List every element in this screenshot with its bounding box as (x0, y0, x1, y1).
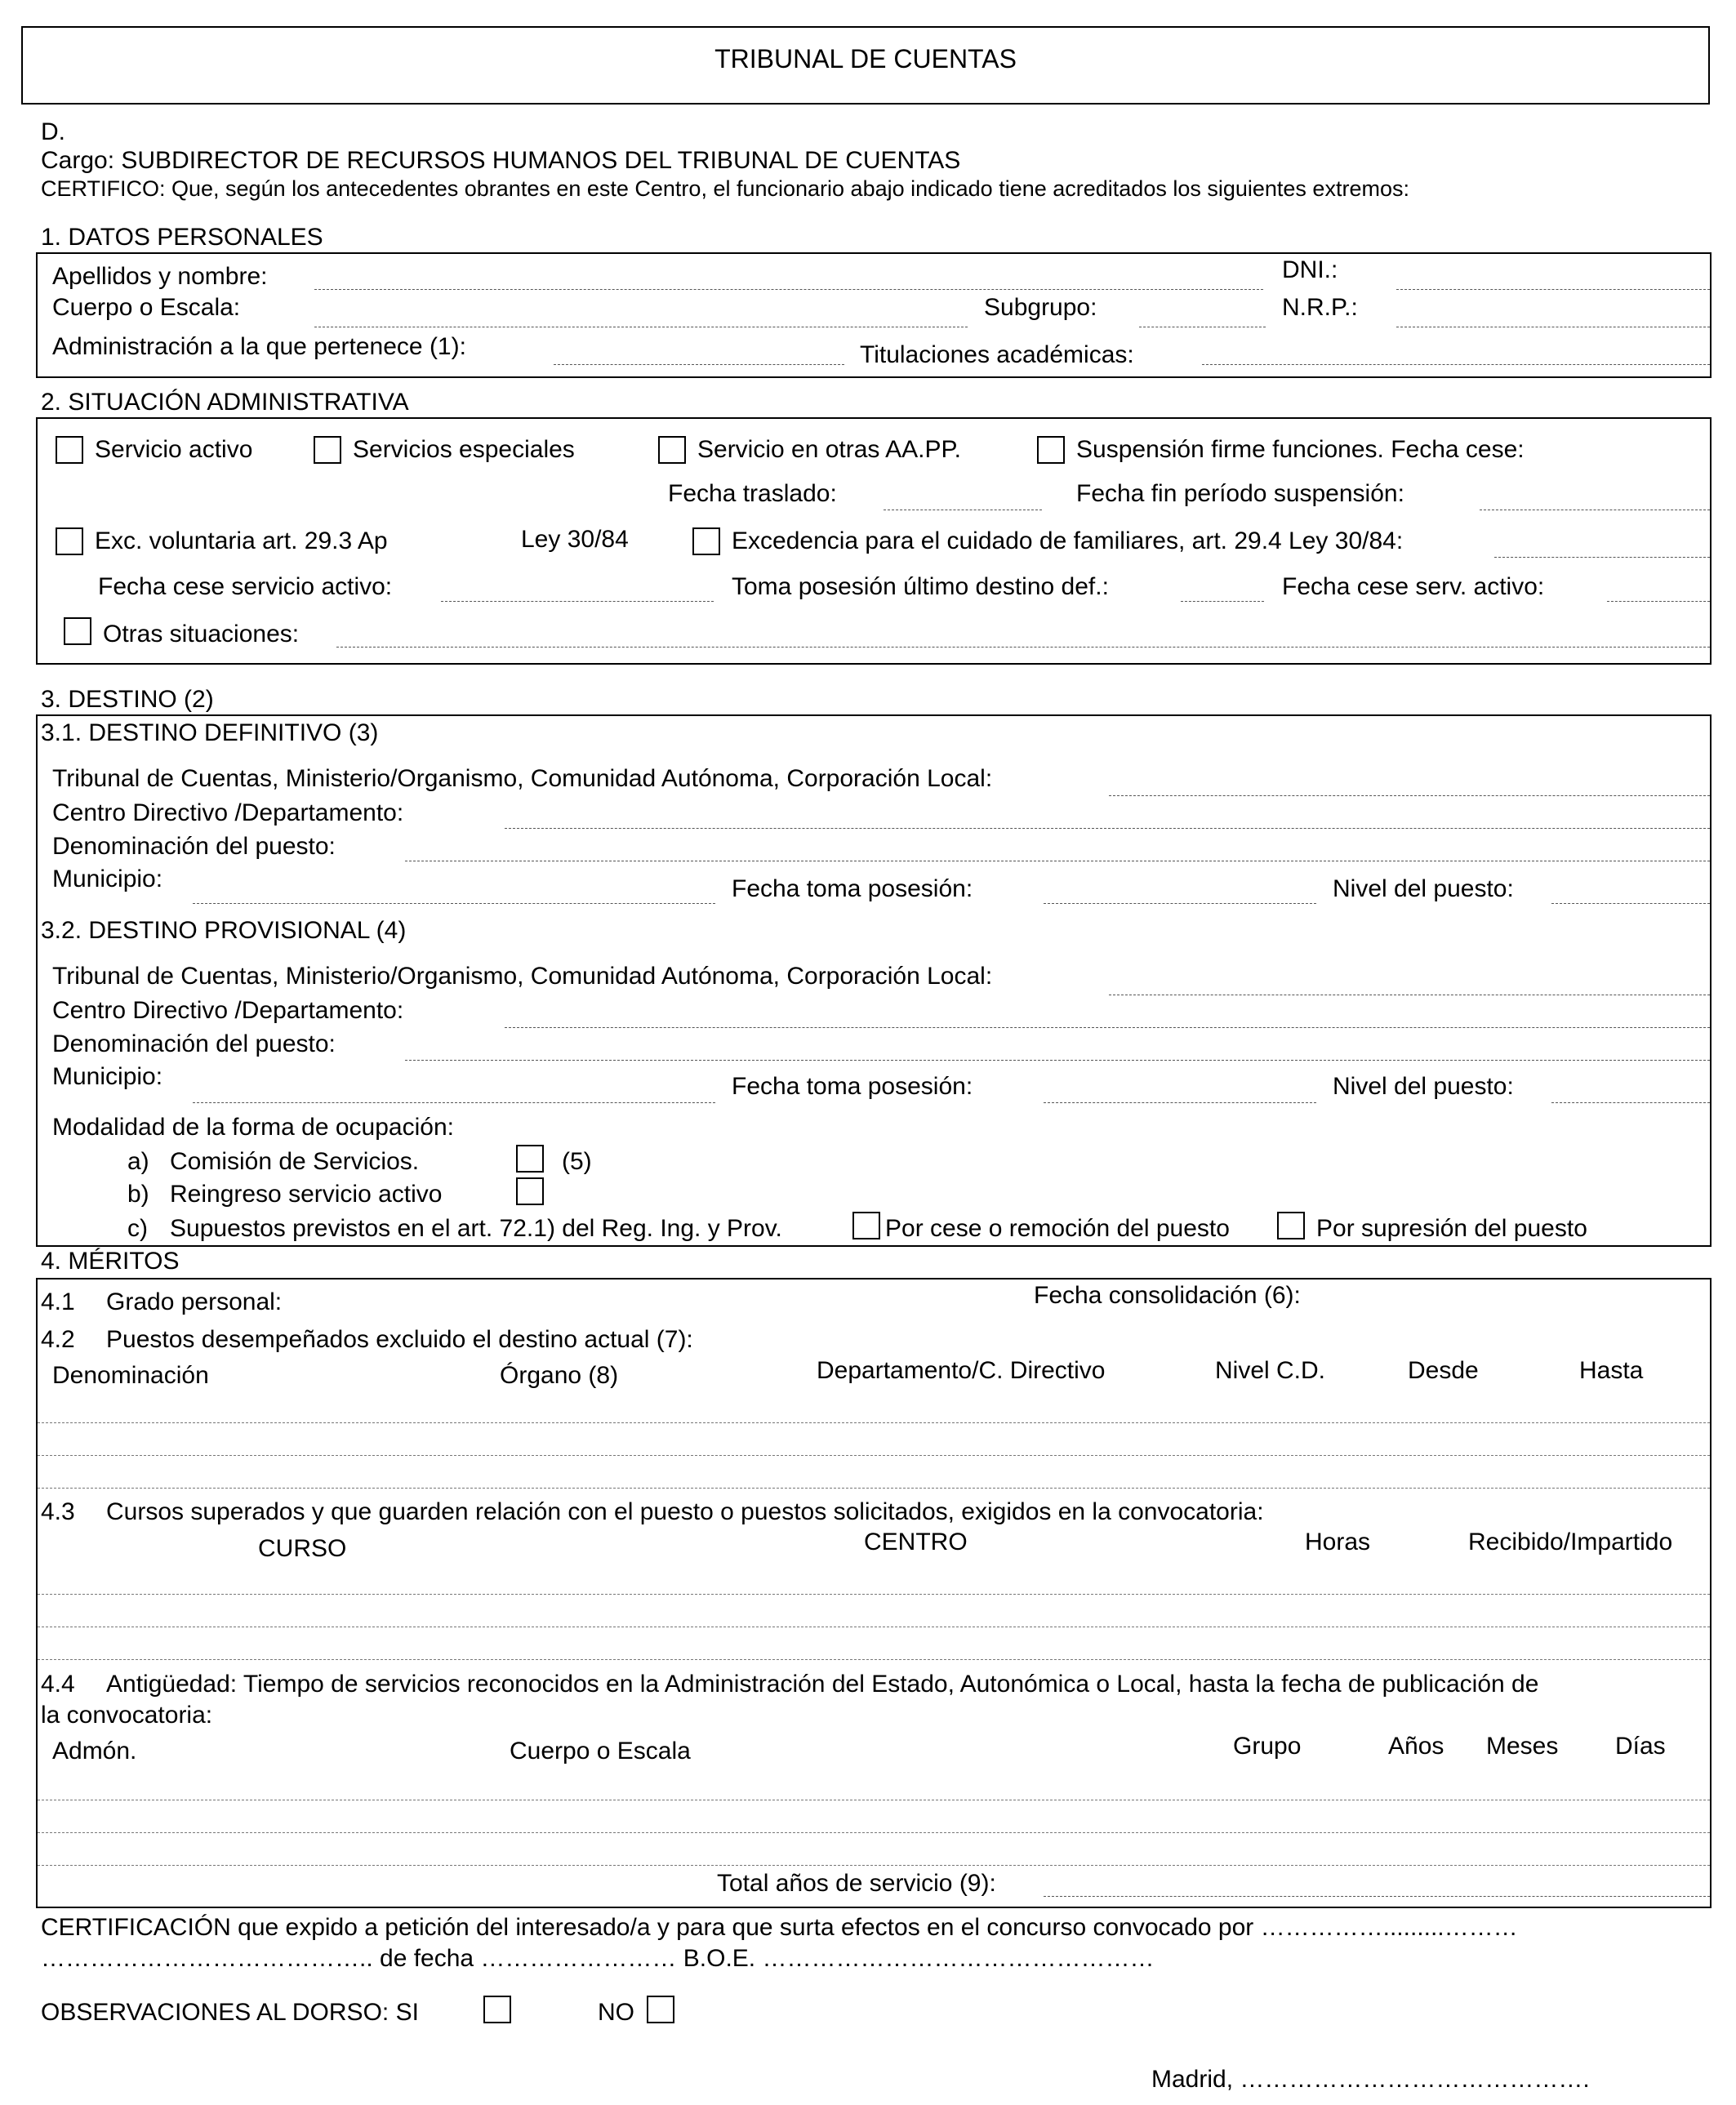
reingreso-checkbox[interactable] (516, 1177, 544, 1205)
prov-municipio-label: Municipio: (52, 1063, 163, 1090)
servicio-activo-checkbox[interactable] (56, 436, 83, 464)
servicio-activo-label: Servicio activo (95, 436, 253, 463)
def-nivel-label: Nivel del puesto: (1333, 875, 1514, 902)
nrp-label: N.R.P.: (1282, 294, 1358, 321)
servicio-otras-checkbox[interactable] (658, 436, 686, 464)
antig-col-dias: Días (1615, 1733, 1666, 1760)
puestos-col-nivel: Nivel C.D. (1215, 1357, 1326, 1384)
section-4-heading: 4. MÉRITOS (41, 1248, 180, 1275)
fecha-cese-activo-field[interactable] (441, 601, 714, 602)
puestos-col-hasta: Hasta (1579, 1357, 1644, 1384)
titulaciones-field[interactable] (1202, 364, 1710, 365)
prov-fecha-toma-label: Fecha toma posesión: (732, 1073, 973, 1100)
excedencia-checkbox[interactable] (692, 527, 720, 555)
def-municipio-field[interactable] (193, 903, 715, 904)
prov-fecha-toma-field[interactable] (1044, 1102, 1316, 1103)
total-anos-field[interactable] (1044, 1896, 1710, 1897)
ley-label: Ley 30/84 (521, 526, 629, 553)
puestos-col-organo: Órgano (8) (500, 1362, 619, 1389)
observaciones-no-checkbox[interactable] (647, 1996, 674, 2023)
cursos-label: Cursos superados y que guarden relación con el puesto o puestos solicitados, exigidos en la convocatoria: (106, 1498, 1264, 1525)
cuerpo-label: Cuerpo o Escala: (52, 294, 241, 321)
antiguedad-line-1: Antigüedad: Tiempo de servicios reconocidos en la Administración del Estado, Autonómica o Local, hasta la fecha de publicación de (106, 1671, 1539, 1698)
grado-number: 4.1 (41, 1288, 75, 1315)
observaciones-label: OBSERVACIONES AL DORSO: SI (41, 1999, 419, 2026)
excedencia-label: Excedencia para el cuidado de familiares, art. 29.4 Ley 30/84: (732, 527, 1404, 554)
madrid-date-line: Madrid, ……………………………………. (1151, 2066, 1590, 2093)
apellidos-field[interactable] (314, 289, 1263, 290)
certificacion-line-1: CERTIFICACIÓN que expido a petición del interesado/a y para que surta efectos en el concurso convocado por …………….........……… (41, 1914, 1518, 1941)
observaciones-si-checkbox[interactable] (483, 1996, 511, 2023)
prov-denominacion-field[interactable] (405, 1060, 1710, 1061)
def-municipio-label: Municipio: (52, 866, 163, 892)
certifico-line: CERTIFICO: Que, según los antecedentes obrantes en este Centro, el funcionario abajo indicado tiene acreditados los siguientes extremos: (41, 176, 1409, 201)
suspension-checkbox[interactable] (1037, 436, 1065, 464)
excedencia-field[interactable] (1494, 557, 1710, 558)
antig-col-admon: Admón. (52, 1738, 137, 1765)
page-title: TRIBUNAL DE CUENTAS (714, 44, 1017, 73)
total-anos-label: Total años de servicio (9): (717, 1870, 996, 1897)
prov-centro-label: Centro Directivo /Departamento: (52, 997, 404, 1024)
def-nivel-field[interactable] (1551, 903, 1710, 904)
cursos-col-curso: CURSO (258, 1535, 347, 1562)
comision-servicios-checkbox[interactable] (516, 1145, 544, 1173)
modalidad-label: Modalidad de la forma de ocupación: (52, 1114, 454, 1141)
servicio-otras-label: Servicio en otras AA.PP. (697, 436, 961, 463)
antig-col-cuerpo: Cuerpo o Escala (510, 1738, 691, 1765)
fecha-fin-label: Fecha fin período suspensión: (1076, 480, 1404, 507)
antig-col-meses: Meses (1486, 1733, 1559, 1760)
cursos-row[interactable] (38, 1659, 1710, 1660)
fecha-cese-serv-field[interactable] (1607, 601, 1710, 602)
fecha-cese-activo-label: Fecha cese servicio activo: (98, 573, 393, 600)
modalidad-a-label: Comisión de Servicios. (170, 1148, 420, 1175)
titulaciones-label: Titulaciones académicas: (860, 341, 1134, 368)
apellidos-label: Apellidos y nombre: (52, 263, 268, 290)
modalidad-c-label: Supuestos previstos en el art. 72.1) del Reg. Ing. y Prov. (170, 1215, 782, 1242)
def-denominacion-label: Denominación del puesto: (52, 833, 336, 860)
cursos-number: 4.3 (41, 1498, 75, 1525)
supresion-label: Por supresión del puesto (1316, 1215, 1587, 1242)
servicios-especiales-label: Servicios especiales (353, 436, 575, 463)
cargo-line: Cargo: SUBDIRECTOR DE RECURSOS HUMANOS DEL TRIBUNAL DE CUENTAS (41, 147, 961, 174)
cese-remocion-checkbox[interactable] (852, 1212, 880, 1239)
section-1-heading: 1. DATOS PERSONALES (41, 224, 323, 251)
prov-nivel-label: Nivel del puesto: (1333, 1073, 1514, 1100)
servicios-especiales-checkbox[interactable] (314, 436, 341, 464)
puestos-col-departamento: Departamento/C. Directivo (817, 1357, 1106, 1384)
antig-col-grupo: Grupo (1233, 1733, 1302, 1760)
prov-tribunal-label: Tribunal de Cuentas, Ministerio/Organismo, Comunidad Autónoma, Corporación Local: (52, 963, 993, 990)
administracion-field[interactable] (554, 364, 844, 365)
supresion-checkbox[interactable] (1277, 1212, 1305, 1239)
d-label: D. (41, 118, 65, 145)
prov-municipio-field[interactable] (193, 1102, 715, 1103)
antiguedad-line-2: la convocatoria: (41, 1702, 213, 1729)
puestos-row[interactable] (38, 1488, 1710, 1489)
section-2-heading: 2. SITUACIÓN ADMINISTRATIVA (41, 389, 409, 416)
cese-remocion-label: Por cese o remoción del puesto (885, 1215, 1230, 1242)
def-fecha-toma-field[interactable] (1044, 903, 1316, 904)
exc-voluntaria-checkbox[interactable] (56, 527, 83, 555)
puestos-col-denominacion: Denominación (52, 1362, 209, 1389)
administracion-label: Administración a la que pertenece (1): (52, 333, 466, 360)
fecha-cese-serv-label: Fecha cese serv. activo: (1282, 573, 1545, 600)
modalidad-a-note: (5) (562, 1148, 592, 1175)
prov-centro-field[interactable] (505, 1027, 1710, 1028)
otras-situaciones-label: Otras situaciones: (103, 621, 300, 648)
cursos-row[interactable] (38, 1594, 1710, 1595)
prov-nivel-field[interactable] (1551, 1102, 1710, 1103)
modalidad-b-label: Reingreso servicio activo (170, 1181, 443, 1208)
cursos-col-horas: Horas (1305, 1529, 1371, 1555)
def-tribunal-label: Tribunal de Cuentas, Ministerio/Organismo, Comunidad Autónoma, Corporación Local: (52, 765, 993, 792)
def-tribunal-field[interactable] (1109, 795, 1710, 796)
grado-label: Grado personal: (106, 1288, 283, 1315)
modalidad-b-letter: b) (127, 1181, 149, 1208)
section-3-heading: 3. DESTINO (2) (41, 686, 214, 713)
cursos-col-recibido: Recibido/Impartido (1468, 1529, 1673, 1555)
modalidad-c-letter: c) (127, 1215, 148, 1242)
antig-col-anos: Años (1388, 1733, 1444, 1760)
puestos-row[interactable] (38, 1455, 1710, 1456)
toma-posesion-field[interactable] (1181, 601, 1264, 602)
toma-posesion-label: Toma posesión último destino def.: (732, 573, 1109, 600)
exc-voluntaria-label: Exc. voluntaria art. 29.3 Ap (95, 527, 388, 554)
suspension-label: Suspensión firme funciones. Fecha cese: (1076, 436, 1525, 463)
cursos-col-centro: CENTRO (864, 1529, 968, 1555)
fecha-traslado-label: Fecha traslado: (668, 480, 837, 507)
otras-situaciones-checkbox[interactable] (64, 617, 91, 645)
antiguedad-row[interactable] (38, 1865, 1710, 1866)
observaciones-no-label: NO (598, 1999, 634, 2026)
dni-label: DNI.: (1282, 256, 1338, 283)
destino-provisional-heading: 3.2. DESTINO PROVISIONAL (4) (41, 917, 407, 944)
puestos-row[interactable] (38, 1422, 1710, 1423)
antiguedad-row[interactable] (38, 1832, 1710, 1833)
fecha-consolidacion-label: Fecha consolidación (6): (1034, 1282, 1301, 1309)
def-centro-field[interactable] (505, 828, 1710, 829)
otras-situaciones-field[interactable] (336, 647, 1710, 648)
subgrupo-label: Subgrupo: (984, 294, 1097, 321)
dni-field[interactable] (1396, 289, 1710, 290)
def-fecha-toma-label: Fecha toma posesión: (732, 875, 973, 902)
def-centro-label: Centro Directivo /Departamento: (52, 799, 404, 826)
puestos-col-desde: Desde (1408, 1357, 1479, 1384)
puestos-number: 4.2 (41, 1326, 75, 1353)
destino-definitivo-heading: 3.1. DESTINO DEFINITIVO (3) (41, 719, 379, 746)
antiguedad-number: 4.4 (41, 1671, 75, 1698)
puestos-label: Puestos desempeñados excluido el destino actual (7): (106, 1326, 693, 1353)
prov-denominacion-label: Denominación del puesto: (52, 1030, 336, 1057)
certificacion-line-2: ………………………………….. de fecha …………………… B.O.E. ………………………………………… (41, 1945, 1155, 1972)
modalidad-a-letter: a) (127, 1148, 149, 1175)
